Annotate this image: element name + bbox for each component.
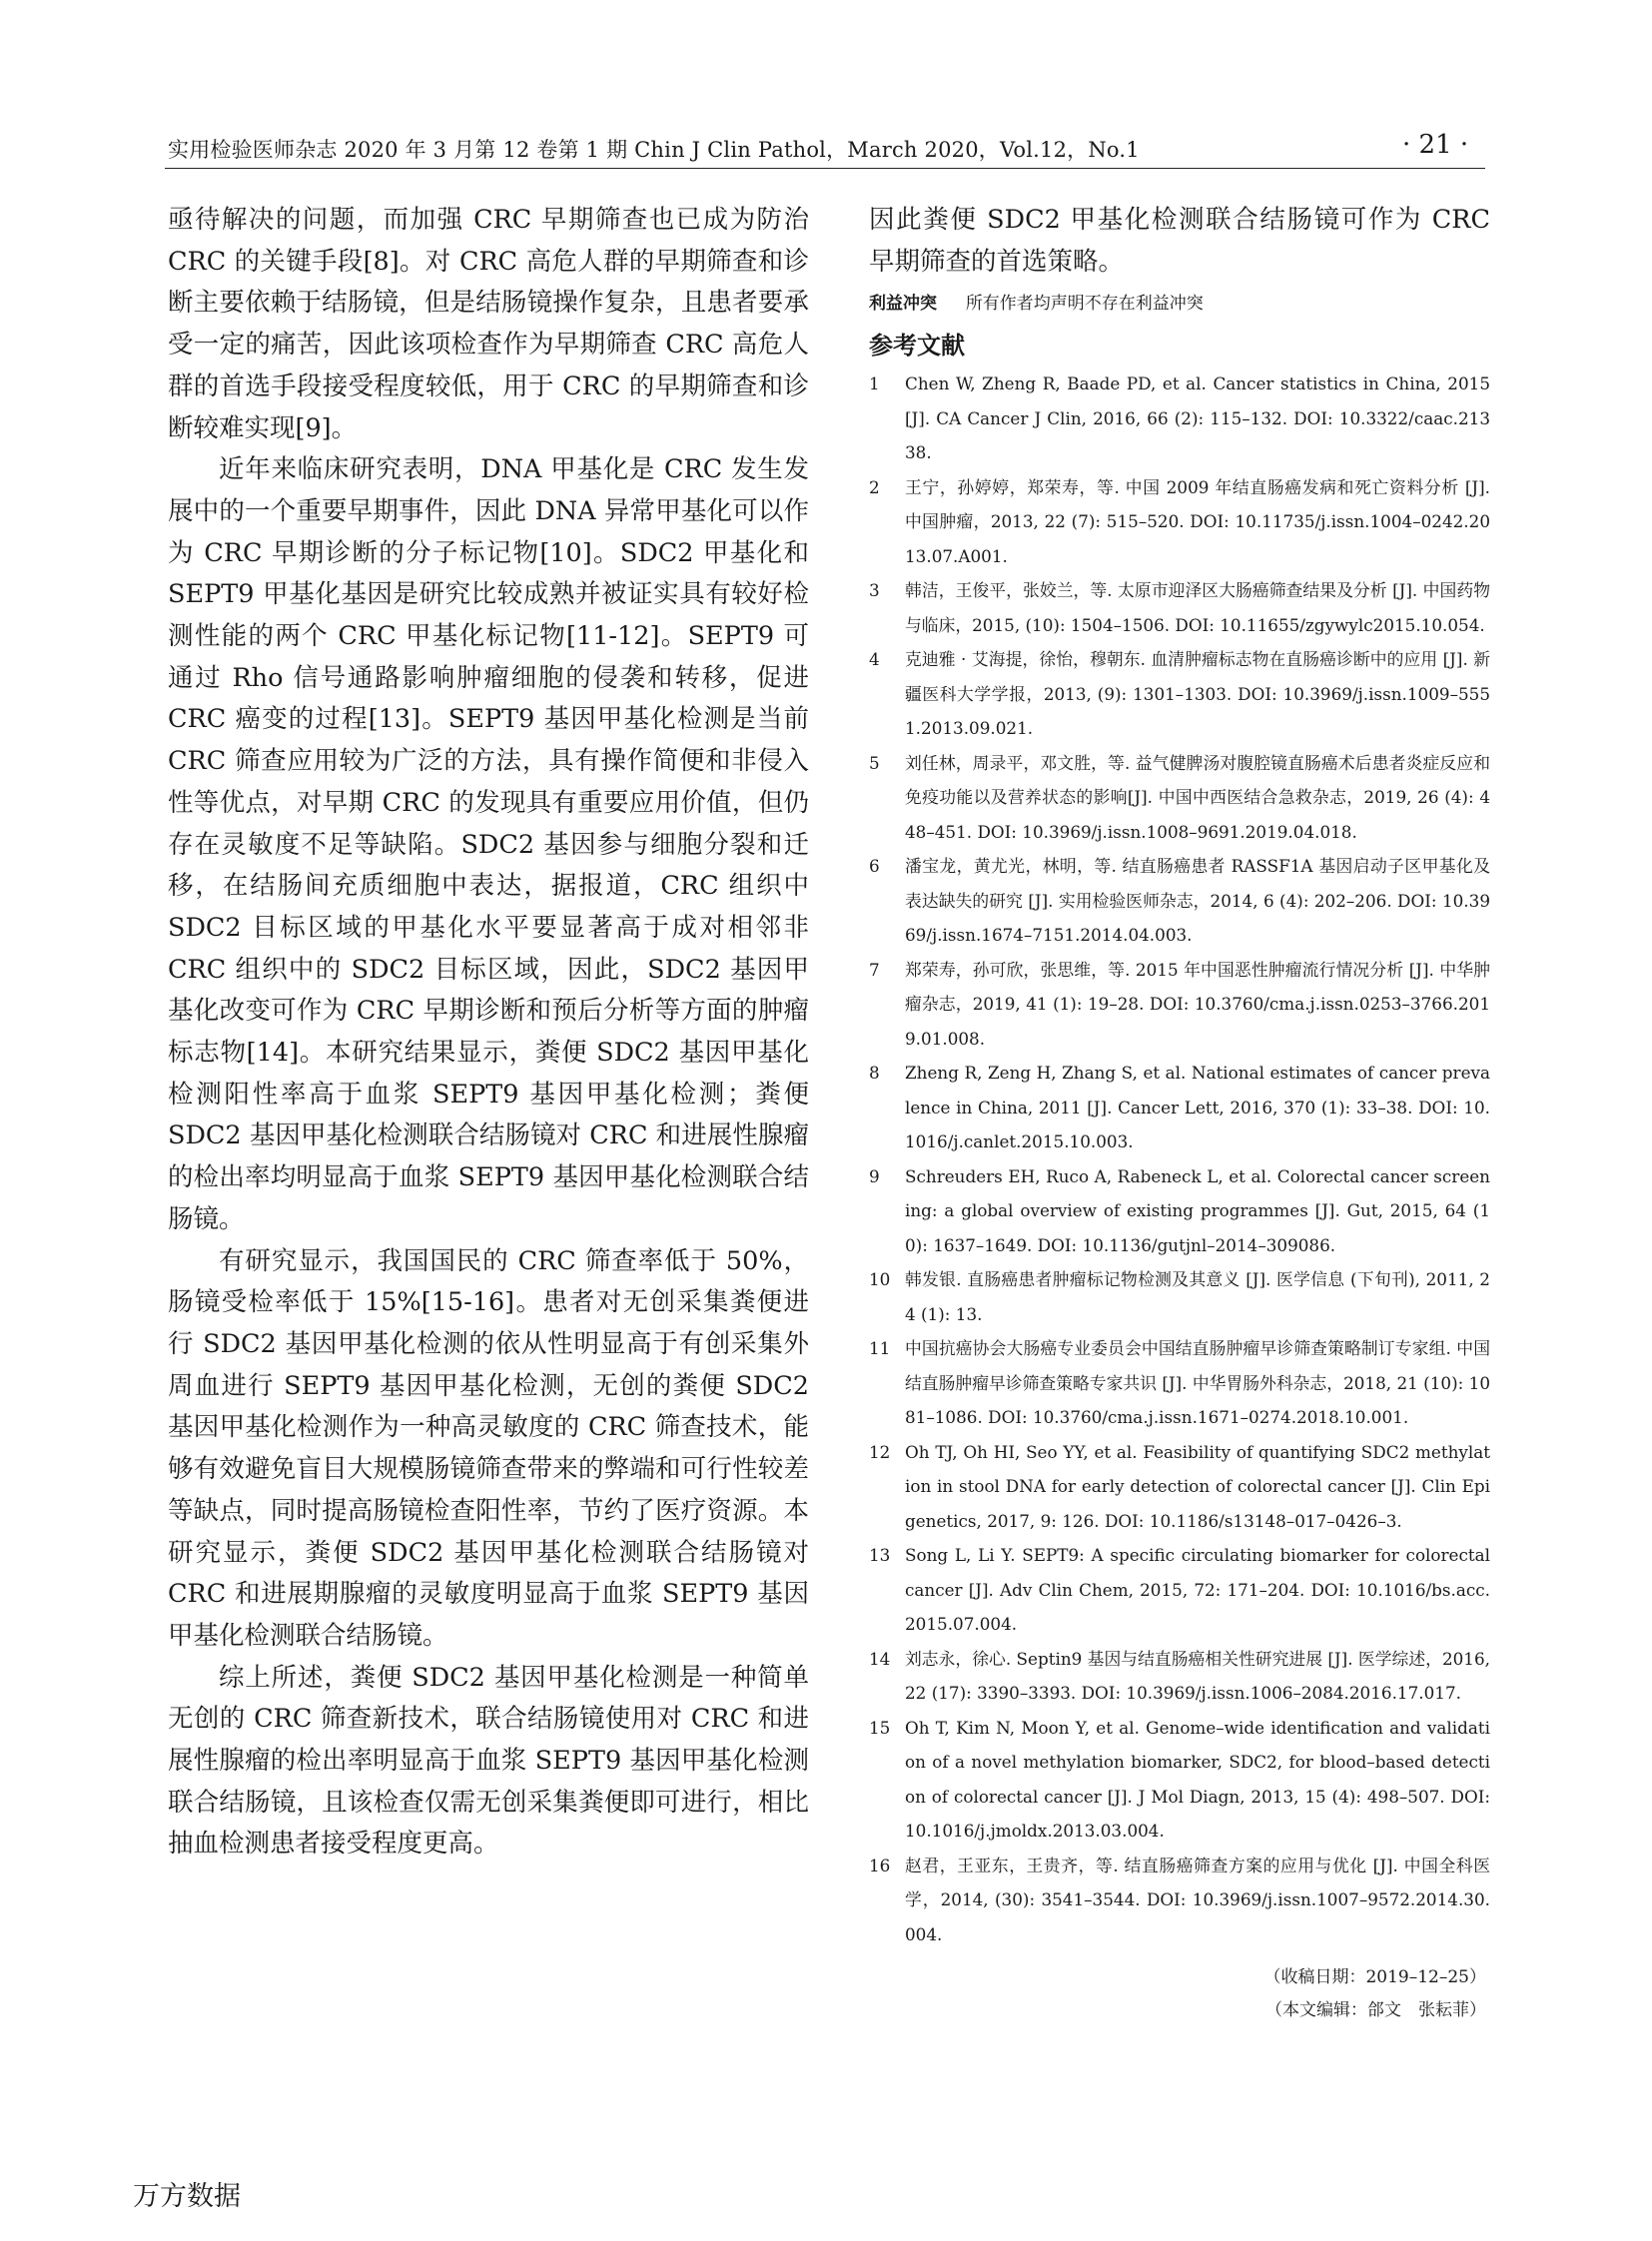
references-heading: 参考文献 <box>869 332 965 361</box>
reference-number: 8 <box>869 1063 880 1084</box>
page-number: · 21 · <box>1402 130 1469 160</box>
right-column <box>869 200 1490 2027</box>
reference-number: 14 <box>869 1648 891 1669</box>
journal-header: 实用检验医师杂志 2020 年 3 月第 12 卷第 1 期 Chin J Clin Pathol，March 2020，Vol.12，No.1 <box>168 138 1140 162</box>
reference-number: 15 <box>869 1717 891 1738</box>
reference-item <box>869 1159 1490 1263</box>
reference-text: 中国抗癌协会大肠癌专业委员会中国结直肠肿瘤早诊筛查策略制订专家组. 中国结直肠肿瘤早诊筛查策略专家共识 [J]. 中华胃肠外科杂志，2018, 21 (10): 1081–1086. DOI: 10.3760/cma.j.issn.1671–0274.2018.10.001. <box>905 1338 1490 1428</box>
header-divider <box>165 168 1485 169</box>
reference-text: 郑荣寿，孙可欣，张思维，等. 2015 年中国恶性肿瘤流行情况分析 [J]. 中华肿瘤杂志，2019, 41 (1): 19–28. DOI: 10.3760/cma.j.issn.0253–3766.2019.01.008. <box>905 959 1490 1049</box>
reference-text: Song L, Li Y. SEPT9: A specific circulating biomarker for colorectal cancer [J]. Adv Clin Chem, 2015, 72: 171–204. DOI: 10.1016/bs.acc.2015.07.004. <box>905 1545 1490 1635</box>
left-column <box>168 200 809 1866</box>
reference-number: 5 <box>869 752 880 773</box>
body-paragraph: 有研究显示，我国国民的 CRC 筛查率低于 50%，肠镜受检率低于 15%[15-16]。患者对无创采集粪便进行 SDC2 基因甲基化检测的依从性明显高于有创采集外周血进行 SEPT9 基因甲基化检测，无创的粪便 SDC2 基因甲基化检测作为一种高灵敏度的 CRC 筛查技术，能够有效避免盲目大规模肠镜筛查带来的弊端和可行性较差等缺点，同时提高肠镜检查阳性率，节约了医疗资源。本研究显示，粪便 SDC2 基因甲基化检测联合结肠镜对 CRC 和进展期腺瘤的灵敏度明显高于血浆 SEPT9 基因甲基化检测联合结肠镜。 <box>168 1245 809 1651</box>
reference-item <box>869 1711 1490 1849</box>
conflict-label: 利益冲突 <box>869 294 937 315</box>
reference-text: Schreuders EH, Ruco A, Rabeneck L, et al. Colorectal cancer screening: a global overview of existing programmes [J]. Gut, 2015, 64 (10): 1637–1649. DOI: 10.1136/gutjnl–2014–309086. <box>905 1165 1490 1255</box>
reference-number: 9 <box>869 1165 880 1186</box>
watermark: 万方数据 <box>133 2181 241 2212</box>
reference-text: 刘志永，徐心. Septin9 基因与结直肠癌相关性研究进展 [J]. 医学综述，2016, 22 (17): 3390–3393. DOI: 10.3969/j.issn.1006–2084.2016.17.017. <box>905 1648 1490 1704</box>
reference-item <box>869 953 1490 1057</box>
reference-item <box>869 573 1490 642</box>
reference-number: 11 <box>869 1338 891 1359</box>
reference-number: 10 <box>869 1269 891 1290</box>
reference-text: 赵君，王亚东，王贵齐，等. 结直肠癌筛查方案的应用与优化 [J]. 中国全科医学，2014, (30): 3541–3544. DOI: 10.3969/j.issn.1007–9572.2014.30.004. <box>905 1855 1490 1944</box>
reference-text: 刘任林，周录平，邓文胜，等. 益气健脾汤对腹腔镜直肠癌术后患者炎症反应和免疫功能以及营养状态的影响[J]. 中国中西医结合急救杂志，2019, 26 (4): 448–451. DOI: 10.3969/j.issn.1008–9691.2019.04.018. <box>905 752 1490 842</box>
reference-text: 王宁，孙婷婷，郑荣寿，等. 中国 2009 年结直肠癌发病和死亡资料分析 [J]. 中国肿瘤，2013, 22 (7): 515–520. DOI: 10.11735/j.issn.1004–0242.2013.07.A001. <box>905 476 1490 566</box>
reference-item <box>869 1642 1490 1711</box>
body-paragraph: 亟待解决的问题，而加强 CRC 早期筛查也已成为防治 CRC 的关键手段[8]。对 CRC 高危人群的早期筛查和诊断主要依赖于结肠镜，但是结肠镜操作复杂，且患者要承受一定的痛苦，因此该项检查作为早期筛查 CRC 高危人群的首选手段接受程度较低，用于 CRC 的早期筛查和诊断较难实现[9]。 <box>168 205 809 443</box>
reference-text: 潘宝龙，黄尤光，林明，等. 结直肠癌患者 RASSF1A 基因启动子区甲基化及表达缺失的研究 [J]. 实用检验医师杂志，2014, 6 (4): 202–206. DOI: 10.3969/j.issn.1674–7151.2014.04.003. <box>905 856 1490 946</box>
reference-number: 1 <box>869 374 880 394</box>
body-paragraph: 综上所述，粪便 SDC2 基因甲基化检测是一种简单无创的 CRC 筛查新技术，联合结肠镜使用对 CRC 和进展性腺瘤的检出率明显高于血浆 SEPT9 基因甲基化检测联合结肠镜，且该检查仅需无创采集粪便即可进行，相比抽血检测患者接受程度更高。 <box>168 1662 809 1860</box>
reference-text: 克迪雅 · 艾海提，徐怡，穆朝东. 血清肿瘤标志物在直肠癌诊断中的应用 [J]. 新疆医科大学学报，2013, (9): 1301–1303. DOI: 10.3969/j.issn.1009–5551.2013.09.021. <box>905 649 1490 739</box>
reference-number: 4 <box>869 649 880 670</box>
reference-number: 2 <box>869 476 880 497</box>
reference-text: 韩洁，王俊平，张姣兰，等. 太原市迎泽区大肠癌筛查结果及分析 [J]. 中国药物与临床，2015, (10): 1504–1506. DOI: 10.11655/zgywylc2015.10.054. <box>905 580 1490 635</box>
reference-text: Oh T, Kim N, Moon Y, et al. Genome–wide identification and validation of a novel methylation biomarker, SDC2, for blood–based detection of colorectal cancer [J]. J Mol Diagn, 2013, 15 (4): 498–507. DOI: 10.1016/j.jmoldx.2013.03.004. <box>905 1717 1490 1842</box>
reference-number: 13 <box>869 1545 891 1566</box>
conflict-text: 所有作者均声明不存在利益冲突 <box>965 294 1204 315</box>
reference-number: 7 <box>869 959 880 980</box>
body-paragraph: 近年来临床研究表明，DNA 甲基化是 CRC 发生发展中的一个重要早期事件，因此 DNA 异常甲基化可以作为 CRC 早期诊断的分子标记物[10]。SDC2 甲基化和 SEPT9 甲基化基因是研究比较成熟并被证实具有较好检测性能的两个 CRC 甲基化标记物[11-12]。SEPT9 可通过 Rho 信号通路影响肿瘤细胞的侵袭和转移，促进 CRC 癌变的过程[13]。SEPT9 基因甲基化检测是当前 CRC 筛查应用较为广泛的方法，具有操作简便和非侵入性等优点，对早期 CRC 的发现具有重要应用价值，但仍存在灵敏度不足等缺陷。SDC2 基因参与细胞分裂和迁移，在结肠间充质细胞中表达，据报道，CRC 组织中 SDC2 目标区域的甲基化水平要显著高于成对相邻非 CRC 组织中的 SDC2 目标区域，因此，SDC2 基因甲基化改变可作为 CRC 早期诊断和预后分析等方面的肿瘤标志物[14]。本研究结果显示，粪便 SDC2 基因甲基化检测阳性率高于血浆 SEPT9 基因甲基化检测；粪便 SDC2 基因甲基化检测联合结肠镜对 CRC 和进展性腺瘤的检出率均明显高于血浆 SEPT9 基因甲基化检测联合结肠镜。 <box>168 454 809 1234</box>
reference-number: 3 <box>869 580 880 601</box>
reference-item <box>869 1538 1490 1642</box>
reference-list <box>869 367 1490 1951</box>
reference-number: 6 <box>869 856 880 877</box>
reference-text: Zheng R, Zeng H, Zhang S, et al. National estimates of cancer prevalence in China, 2011 [J]. Cancer Lett, 2016, 370 (1): 33–38. DOI: 10.1016/j.canlet.2015.10.003. <box>905 1063 1490 1152</box>
reference-item <box>869 1435 1490 1539</box>
reference-text: Chen W, Zheng R, Baade PD, et al. Cancer statistics in China, 2015 [J]. CA Cancer J Clin, 2016, 66 (2): 115–132. DOI: 10.3322/caac.21338. <box>905 374 1490 463</box>
reference-item <box>869 470 1490 574</box>
reference-item <box>869 642 1490 746</box>
body-paragraph-continued: 因此粪便 SDC2 甲基化检测联合结肠镜可作为 CRC 早期筛查的首选策略。 <box>869 205 1490 277</box>
reference-item <box>869 746 1490 850</box>
reference-item <box>869 1262 1490 1331</box>
reference-item <box>869 1331 1490 1435</box>
reference-item <box>869 849 1490 953</box>
reference-item <box>869 1849 1490 1952</box>
received-date: （收稿日期：2019–12–25） <box>1263 1967 1486 1988</box>
reference-number: 16 <box>869 1855 891 1875</box>
editors-line: （本文编辑：郃文 张耘菲） <box>1265 2000 1486 2021</box>
reference-item <box>869 367 1490 470</box>
reference-text: Oh TJ, Oh HI, Seo YY, et al. Feasibility of quantifying SDC2 methylation in stool DNA for early detection of colorectal cancer [J]. Clin Epigenetics, 2017, 9: 126. DOI: 10.1186/s13148–017–0426–3. <box>905 1441 1490 1531</box>
conflict-of-interest <box>869 291 1490 317</box>
reference-number: 12 <box>869 1441 891 1462</box>
reference-text: 韩发银. 直肠癌患者肿瘤标记物检测及其意义 [J]. 医学信息 (下旬刊), 2011, 24 (1): 13. <box>905 1269 1490 1324</box>
reference-item <box>869 1056 1490 1159</box>
